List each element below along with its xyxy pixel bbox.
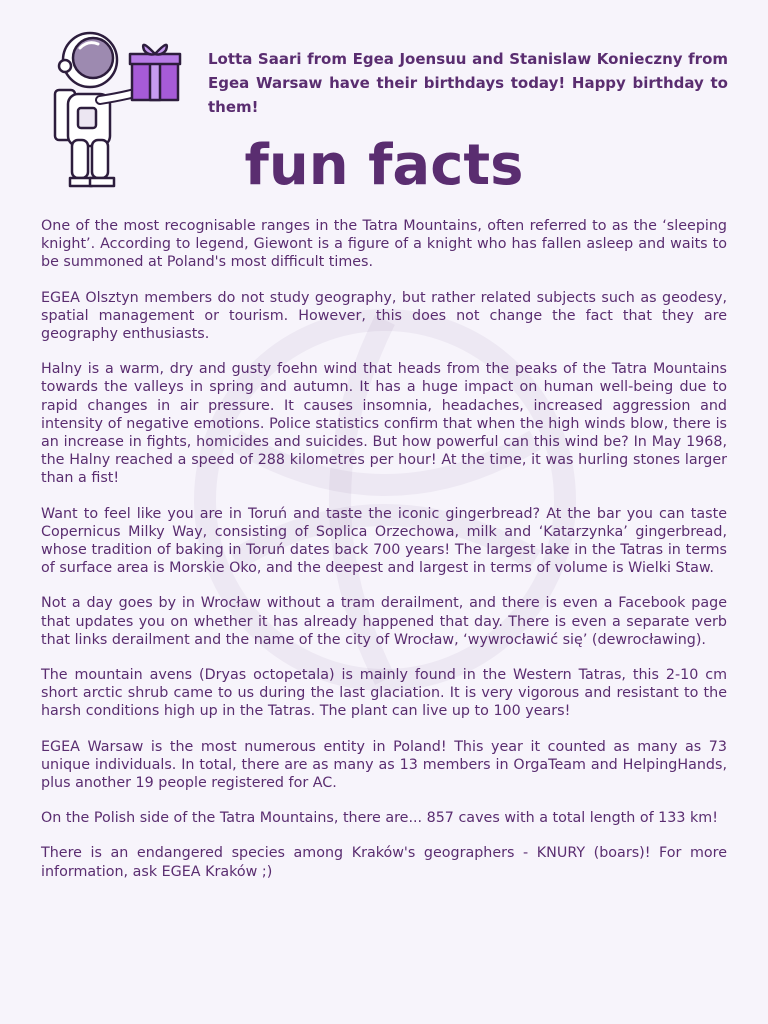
fact-krakow: There is an endangered species among Kraków's geographers - KNURY (boars)! For more information, ask EGEA Kraków ;) [41, 845, 727, 880]
fact-olsztyn: EGEA Olsztyn members do not study geography, but rather related subjects such as geodesy, spatial management or tourism. However, this does not change the fact that they are geography enthusiasts. [41, 289, 727, 343]
fact-wroclaw: Not a day goes by in Wrocław without a tram derailment, and there is even a Facebook page that updates you on whether it has already happened that day. There is even a separate verb that links derailment and the name of the city of Wrocław, ‘wywrocławić się’ (dewrocławing). [41, 595, 727, 648]
fact-torun: Want to feel like you are in Toruń and taste the iconic gingerbread? At the bar you can taste Copernicus Milky Way, consisting of Soplica Orzechowa, milk and ‘Katarzynka’ gingerbread, whose tradition of baking in Toruń dates back 700 years! The largest lake in the Tatras in terms of surface area is Morskie Oko, and the deepest and largest in terms of volume is Wielki Staw. [41, 505, 727, 577]
page-title: fun facts [244, 133, 524, 198]
birthday-announcement: Lotta Saari from Egea Joensuu and Stanislaw Konieczny from Egea Warsaw have their birthdays today! Happy birthday to them! [208, 50, 728, 116]
fact-caves: On the Polish side of the Tatra Mountains, there are... 857 caves with a total length of 133 km! [41, 810, 718, 827]
facts-list [41, 217, 727, 898]
fact-mountain-avens: The mountain avens (Dryas octopetala) is mainly found in the Western Tatras, this 2-10 cm short arctic shrub came to us during the last glaciation. It is very vigorous and resistant to the harsh conditions high up in the Tatras. The plant can live up to 100 years! [41, 667, 727, 720]
fact-giewont: One of the most recognisable ranges in the Tatra Mountains, often referred to as the ‘sleeping knight’. According to legend, Giewont is a figure of a knight who has fallen asleep and waits to be summoned at Poland's most difficult times. [41, 218, 727, 271]
fact-halny: Halny is a warm, dry and gusty foehn wind that heads from the peaks of the Tatra Mountains towards the valleys in spring and autumn. It has a huge impact on human well-being due to rapid changes in air pressure. It causes insomnia, headaches, increased aggression and intensity of negative emotions. Police statistics confirm that when the high winds blow, there is an increase in fights, homicides and suicides. But how powerful can this wind be? In May 1968, the Halny reached a speed of 288 kilometres per hour! At the time, it was hurling stones larger than a fist! [41, 361, 727, 487]
fact-warsaw: EGEA Warsaw is the most numerous entity in Poland! This year it counted as many as 73 unique individuals. In total, there are as many as 13 members in OrgaTeam and HelpingHands, plus another 19 people registered for AC. [41, 738, 727, 792]
